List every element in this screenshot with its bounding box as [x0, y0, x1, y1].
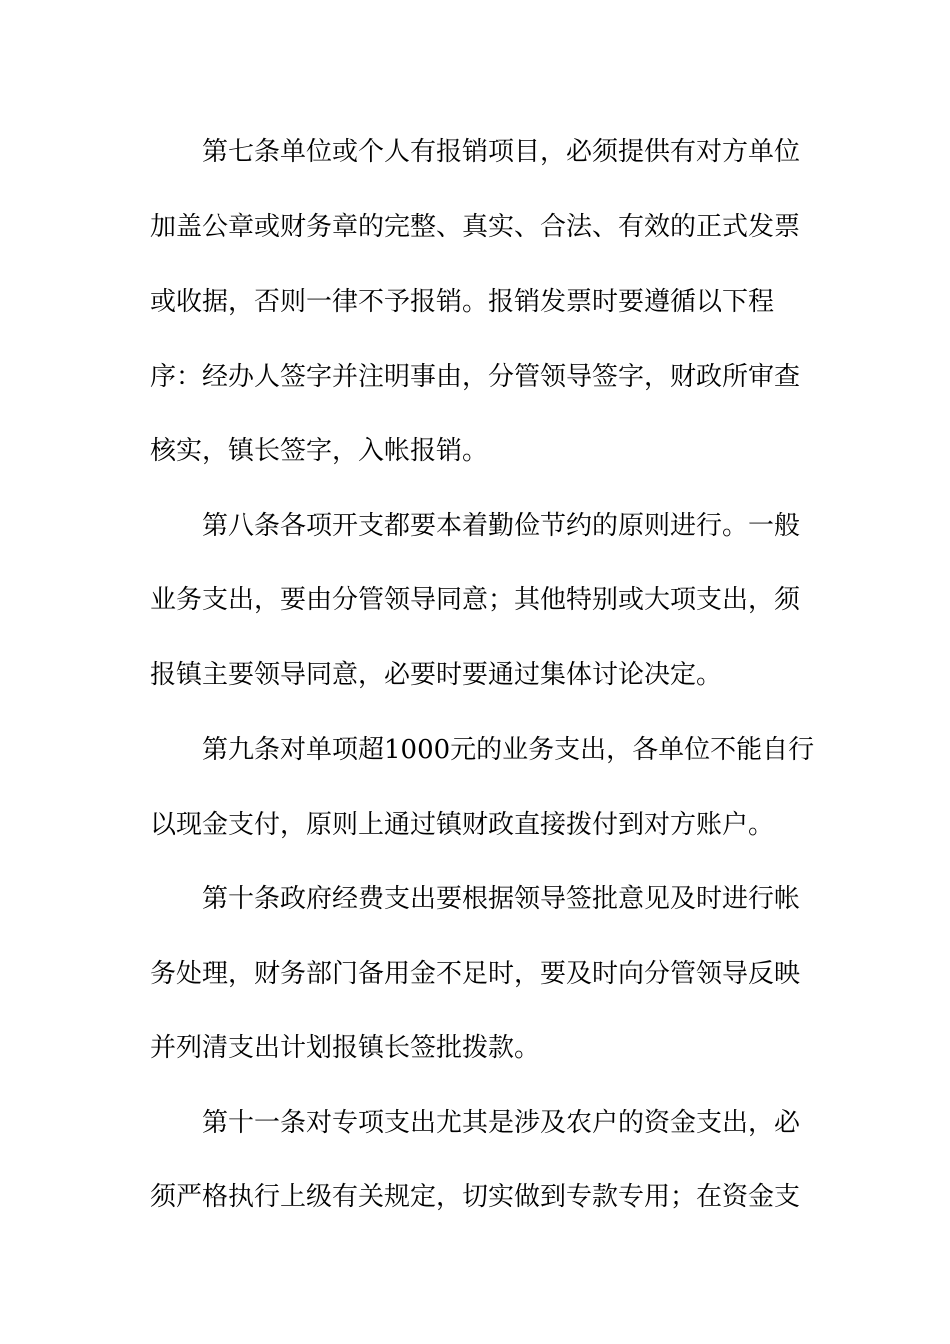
article-7-line-2: 加盖公章或财务章的完整、真实、合法、有效的正式发票 [150, 212, 801, 242]
article-9-line-2: 以现金支付，原则上通过镇财政直接拨付到对方账户。 [150, 810, 775, 840]
article-8-line-3: 报镇主要领导同意，必要时要通过集体讨论决定。 [150, 660, 723, 690]
article-10-line-2: 务处理，财务部门备用金不足时，要及时向分管领导反映 [150, 959, 801, 989]
article-7-line-3: 或收据，否则一律不予报销。报销发票时要遵循以下程 [150, 287, 775, 317]
article-10-line-1: 第十条政府经费支出要根据领导签批意见及时进行帐 [202, 884, 801, 914]
article-11-line-1: 第十一条对专项支出尤其是涉及农户的资金支出，必 [202, 1108, 801, 1138]
article-8-line-1: 第八条各项开支都要本着勤俭节约的原则进行。一般 [202, 511, 801, 541]
article-7-line-4: 序：经办人签字并注明事由，分管领导签字，财政所审查 [150, 362, 801, 392]
article-7-line-5: 核实，镇长签字，入帐报销。 [150, 436, 489, 466]
article-7-line-1: 第七条单位或个人有报销项目，必须提供有对方单位 [202, 137, 801, 167]
article-8-line-2: 业务支出，要由分管领导同意；其他特别或大项支出，须 [150, 585, 801, 615]
article-10-line-3: 并列清支出计划报镇长签批拨款。 [150, 1033, 541, 1063]
article-11-line-2: 须严格执行上级有关规定，切实做到专款专用；在资金支 [150, 1182, 801, 1212]
article-9-line-1: 第九条对单项超1000元的业务支出，各单位不能自行 [202, 735, 815, 765]
